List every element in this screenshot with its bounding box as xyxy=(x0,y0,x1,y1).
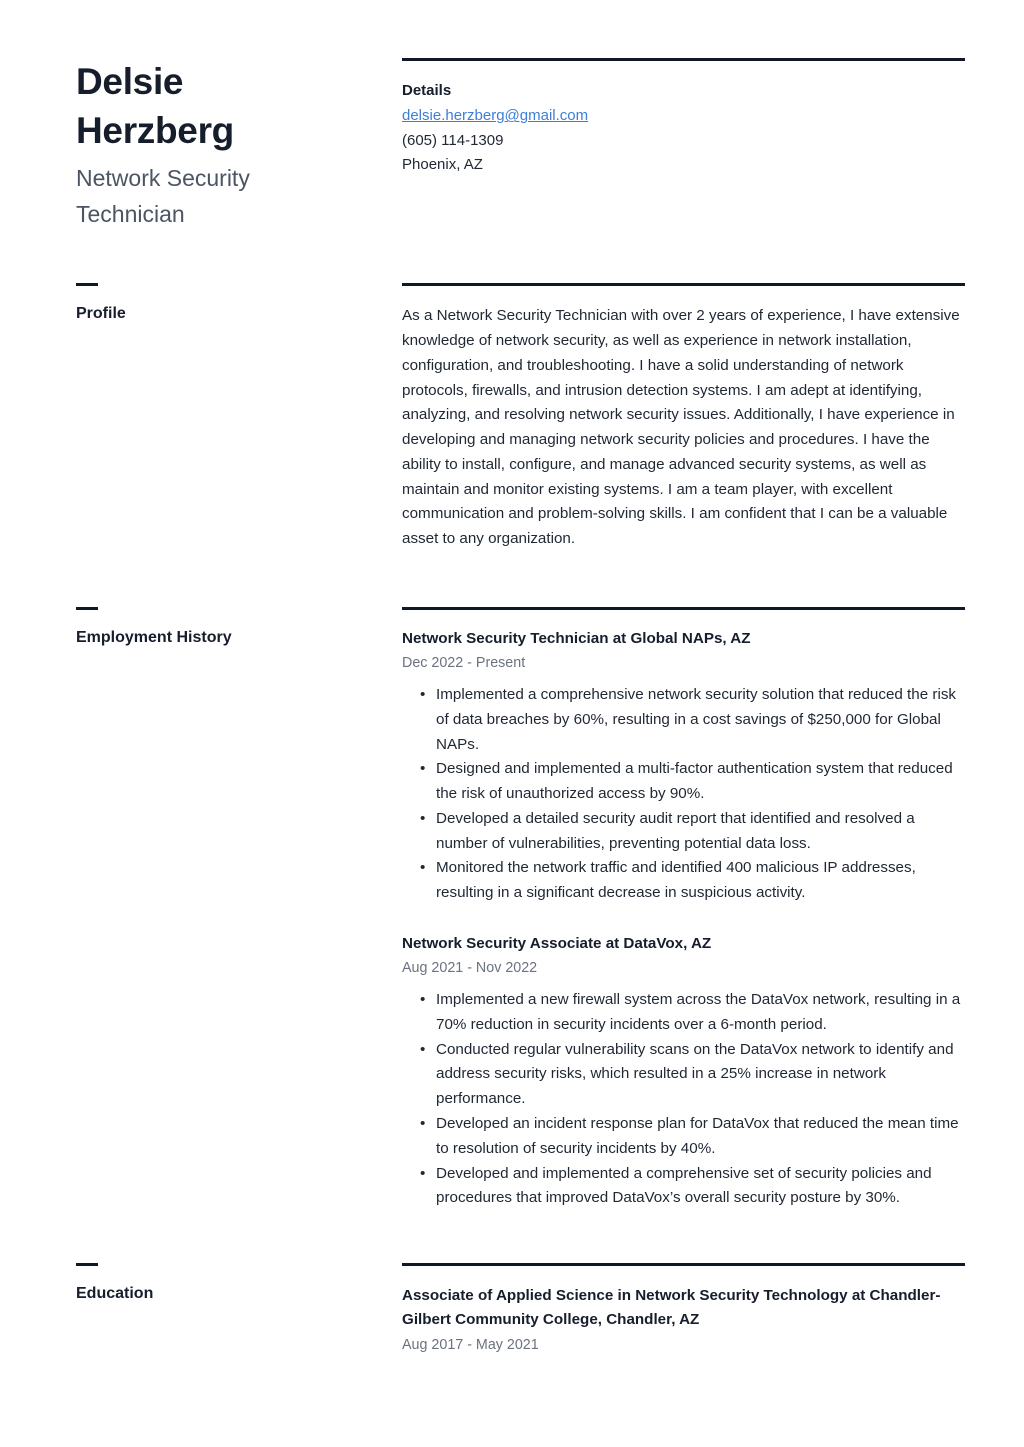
education-content xyxy=(402,1263,965,1357)
details-block xyxy=(402,58,965,177)
phone-line: (605) 114-1309 xyxy=(402,131,504,149)
details-divider xyxy=(402,58,965,61)
profile-label-col xyxy=(76,283,402,325)
job-bullet: • Implemented a comprehensive network security solution that reduced the risk of data breaches by 60%, resulting in a cost savings of $250,000 for Global NAPs. xyxy=(436,683,965,757)
job-title-heading: Network Security Associate at DataVox, AZ xyxy=(402,934,712,952)
job-bullet-list xyxy=(402,683,965,906)
job-bullet: • Implemented a new firewall system across the DataVox network, resulting in a 70% reduction in security incidents over a 6-month period. xyxy=(436,988,965,1038)
education-section xyxy=(0,1263,1024,1357)
education-dates: Aug 2017 - May 2021 xyxy=(402,1337,539,1354)
job-bullet: • Monitored the network traffic and identified 400 malicious IP addresses, resulting in a significant decrease in suspicious activity. xyxy=(436,856,965,906)
education-section-label: Education xyxy=(76,1285,154,1303)
employment-divider xyxy=(402,607,965,610)
job-bullet-list xyxy=(402,988,965,1211)
profile-content xyxy=(402,283,965,552)
education-divider xyxy=(402,1263,965,1266)
job-bullet: • Conducted regular vulnerability scans on the DataVox network to identify and address security risks, which resulted in a 25% increase in network performance. xyxy=(436,1038,965,1112)
candidate-job-title: Network Security Technician xyxy=(76,164,250,228)
job-dates: Aug 2021 - Nov 2022 xyxy=(402,960,538,977)
candidate-name-line1: Delsie xyxy=(76,61,184,102)
section-dash-icon xyxy=(76,607,98,610)
job-bullet: • Developed and implemented a comprehensive set of security policies and procedures that improved DataVox’s overall security posture by 30%. xyxy=(436,1162,965,1212)
education-label-col xyxy=(76,1263,402,1305)
job-entry xyxy=(402,933,965,1211)
email-link[interactable]: delsie.herzberg@gmail.com xyxy=(402,107,589,125)
job-bullet: • Designed and implemented a multi-factor authentication system that reduced the risk of unauthorized access by 90%. xyxy=(436,757,965,807)
section-dash-icon xyxy=(76,283,98,286)
candidate-name-line2: Herzberg xyxy=(76,109,234,151)
job-bullet: • Developed a detailed security audit report that identified and resolved a number of vulnerabilities, preventing potential data loss. xyxy=(436,807,965,857)
education-degree-heading: Associate of Applied Science in Network Security Technology at Chandler-Gilbert Community College, Chandler, AZ xyxy=(402,1287,941,1328)
details-heading: Details xyxy=(402,82,452,99)
location-line: Phoenix, AZ xyxy=(402,155,483,173)
employment-label-col xyxy=(76,607,402,649)
employment-content xyxy=(402,607,965,1211)
candidate-name xyxy=(76,58,306,156)
job-dates: Dec 2022 - Present xyxy=(402,654,526,671)
job-title-heading: Network Security Technician at Global NAPs, AZ xyxy=(402,629,751,647)
profile-section-label: Profile xyxy=(76,305,126,323)
profile-section xyxy=(0,283,1024,552)
education-entry xyxy=(402,1284,965,1357)
profile-summary-text: As a Network Security Technician with over 2 years of experience, I have extensive knowledge of network security, as well as experience in network installation, configuration, and troubleshooting. I have a solid understanding of network protocols, firewalls, and intrusion detection systems. I am adept at identifying, analyzing, and resolving network security issues. Additionally, I have experience in developing and managing network security policies and procedures. I have the ability to install, configure, and manage advanced security systems, as well as maintain and monitor existing systems. I am a team player, with excellent communication and problem-solving skills. I am confident that I can be a valuable asset to any organization. xyxy=(402,307,960,548)
employment-section-label: Employment History xyxy=(76,628,232,646)
header-section xyxy=(0,0,1024,233)
job-entry xyxy=(402,628,965,906)
email-line xyxy=(402,104,965,128)
job-bullet: • Developed an incident response plan for DataVox that reduced the mean time to resolution of security incidents by 40%. xyxy=(436,1112,965,1162)
employment-section xyxy=(0,607,1024,1211)
profile-divider xyxy=(402,283,965,286)
section-dash-icon xyxy=(76,1263,98,1266)
header-identity xyxy=(76,58,402,233)
